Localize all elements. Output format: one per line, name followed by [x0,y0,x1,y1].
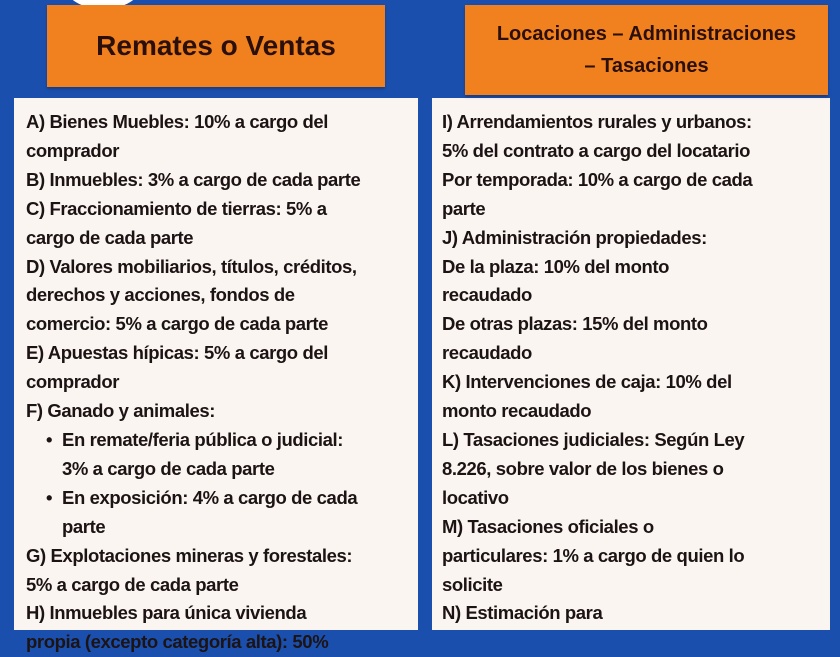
list-item-line: F) Ganado y animales: [26,400,215,422]
list-item-line: locativo [442,486,509,508]
list-item-line: solicite [442,573,503,595]
list-item-line: 5% del contrato a cargo del locatario [442,139,751,161]
list-item-line: De otras plazas: 15% del monto [442,313,708,335]
list-item-line: Por temporada: 10% a cargo de cada [442,168,753,190]
list-item-line: propia (excepto categoría alta): 50% [26,631,329,653]
list-item-line: De la plaza: 10% del monto [442,255,670,277]
list-item-line: K) Intervenciones de caja: 10% del [442,371,732,393]
bullet-item-line: • En remate/feria pública o judicial: [26,426,360,455]
locaciones-title-line: – Tasaciones [584,55,709,77]
remates-header [47,5,385,87]
list-item-line: I) Arrendamientos rurales y urbanos: [442,111,752,132]
bullet-item-line: parte [62,515,106,537]
list-item-line: 8.226, sobre valor de los bienes o [442,457,724,479]
locaciones-list [442,108,752,628]
list-item-line: M) Tasaciones oficiales o [442,515,654,537]
list-item-line: N) Estimación para [442,602,603,624]
list-item-line: particulares: 1% a cargo de quien lo [442,544,745,566]
remates-list [26,108,360,657]
list-item-line: 5% a cargo de cada parte [26,573,239,595]
list-item-line: E) Apuestas hípicas: 5% a cargo del [26,342,328,364]
list-item-line: comprador [26,139,120,161]
list-item-line: comercio: 5% a cargo de cada parte [26,313,329,335]
list-item-line: G) Explotaciones mineras y forestales: [26,544,353,566]
list-item-line: B) Inmuebles: 3% a cargo de cada parte [26,168,361,190]
remates-title: Remates o Ventas [96,30,336,61]
list-item-line: H) Inmuebles para única vivienda [26,602,307,624]
list-item-line: J) Administración propiedades: [442,226,707,248]
list-item-line: L) Tasaciones judiciales: Según Ley [442,428,745,450]
bullet-item-line: • En exposición: 4% a cargo de cada [26,484,360,513]
list-item-line: comprador [26,371,120,393]
list-item-line: cargo de cada parte [26,226,194,248]
bullet-item-line: 3% a cargo de cada parte [62,457,275,479]
list-item-line: D) Valores mobiliarios, títulos, créditos, [26,255,357,277]
locaciones-header [465,5,828,95]
locaciones-title-line: Locaciones – Administraciones [496,23,797,45]
list-item-line: C) Fraccionamiento de tierras: 5% a [26,197,327,219]
list-item-line: derechos y acciones, fondos de [26,284,295,306]
list-item-line: monto recaudado [442,400,592,422]
list-item-line: parte [442,197,486,219]
list-item-line: recaudado [442,284,532,306]
list-item-line: recaudado [442,342,532,364]
list-item-line: A) Bienes Muebles: 10% a cargo del [26,111,329,132]
